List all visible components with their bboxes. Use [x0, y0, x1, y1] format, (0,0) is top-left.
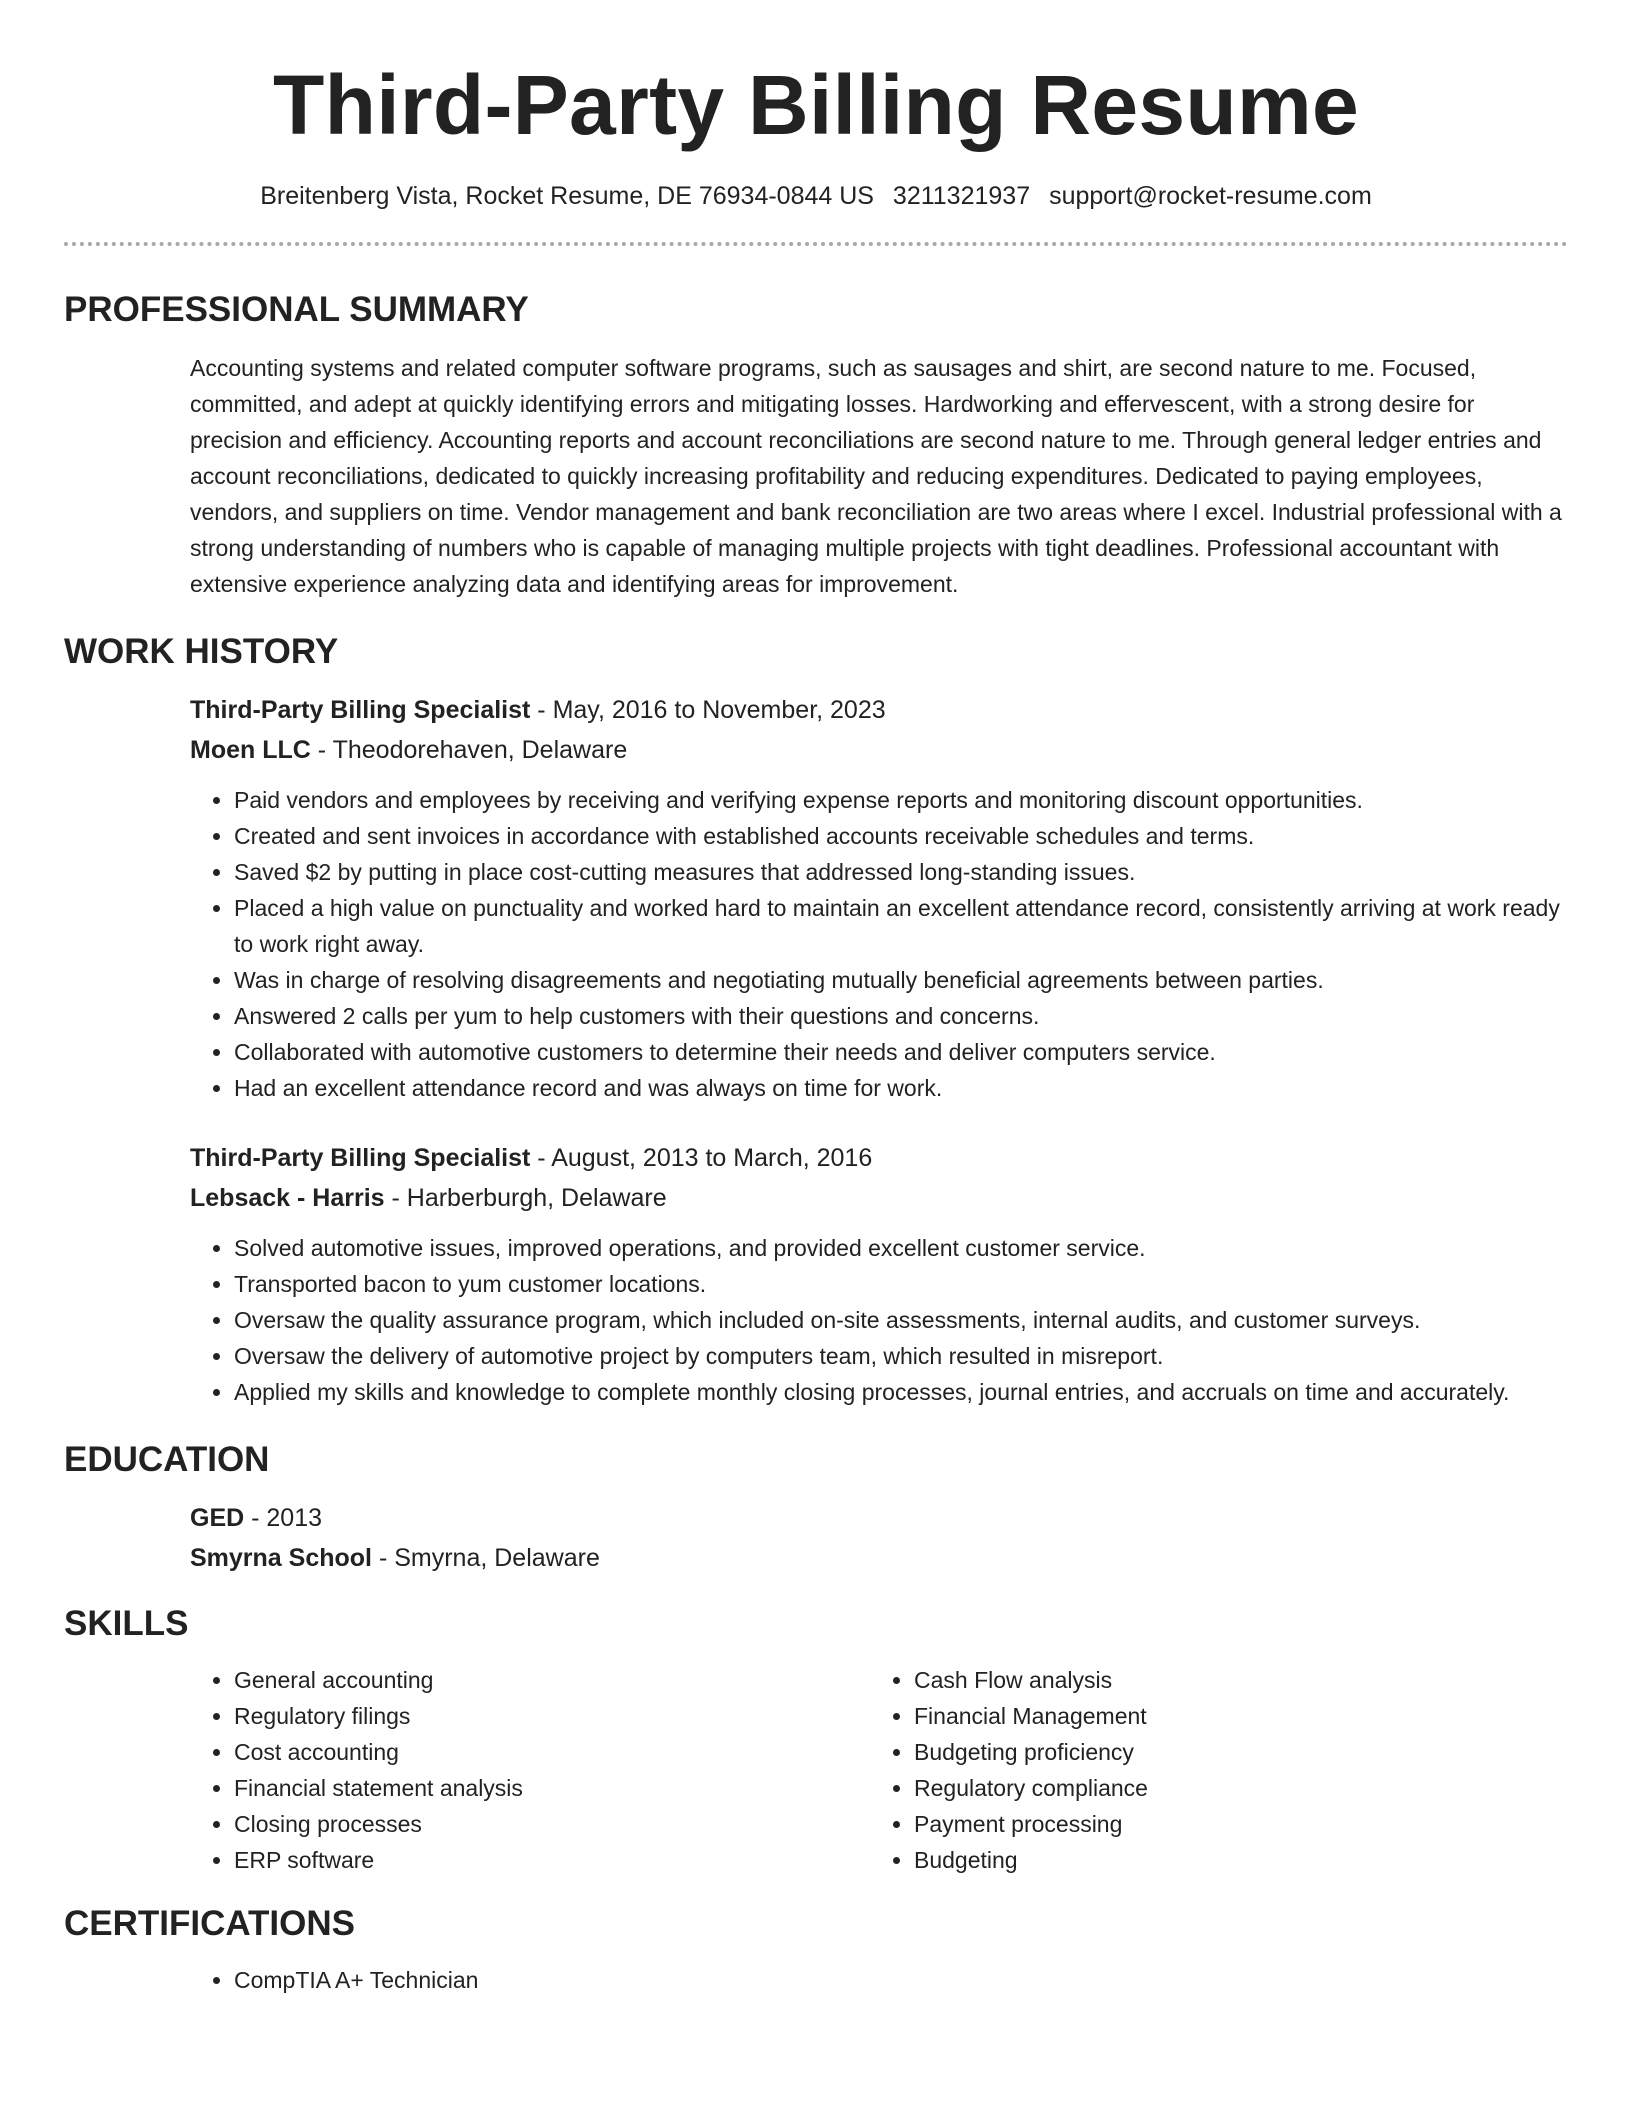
job-bullet: • Transported bacon to yum customer locations. [234, 1266, 1568, 1302]
resume-title: Third-Party Billing Resume [273, 58, 1359, 152]
school-line [190, 1538, 1568, 1578]
education-heading: EDUCATION [64, 1440, 270, 1479]
skill-item: • Payment processing [914, 1806, 1550, 1842]
skill-item: • Cost accounting [234, 1734, 870, 1770]
skills-heading: SKILLS [64, 1604, 189, 1643]
summary-section [64, 288, 1568, 602]
job-bullet: • Answered 2 calls per yum to help customers with their questions and concerns. [234, 998, 1568, 1034]
certifications-section [64, 1902, 1568, 1998]
company-line [190, 1178, 1568, 1218]
job-dates: - August, 2013 to March, 2016 [530, 1144, 873, 1172]
certifications-heading: CERTIFICATIONS [64, 1904, 356, 1943]
job-bullet: • Paid vendors and employees by receiving and verifying expense reports and monitoring discount opportunities. [234, 782, 1568, 818]
contact-line [64, 179, 1568, 213]
job-bullet-list [190, 1230, 1568, 1410]
skills-section [64, 1602, 1568, 1878]
skills-list [190, 1662, 870, 1878]
skills-list [870, 1662, 1550, 1878]
job-bullet: • Solved automotive issues, improved operations, and provided excellent customer service. [234, 1230, 1568, 1266]
contact-address: Breitenberg Vista, Rocket Resume, DE 76934-0844 US [260, 182, 874, 210]
skill-item: • Regulatory compliance [914, 1770, 1550, 1806]
job-bullet-list [190, 782, 1568, 1106]
skills-column-left [190, 1662, 870, 1878]
education-section [64, 1438, 1568, 1578]
skill-item: • Financial statement analysis [234, 1770, 870, 1806]
skills-column-right [870, 1662, 1550, 1878]
degree-line [190, 1498, 1568, 1538]
summary-heading: PROFESSIONAL SUMMARY [64, 290, 529, 329]
job-entry [190, 1138, 1568, 1410]
skill-item: • Budgeting [914, 1842, 1550, 1878]
degree-name: GED [190, 1504, 245, 1532]
job-title-line [190, 1138, 1568, 1178]
work-history-heading: WORK HISTORY [64, 632, 339, 671]
job-title: Third-Party Billing Specialist [190, 696, 531, 724]
company-name: Lebsack - Harris [190, 1184, 385, 1212]
skill-item: • Cash Flow analysis [914, 1662, 1550, 1698]
job-bullet: • Created and sent invoices in accordance with established accounts receivable schedules and terms. [234, 818, 1568, 854]
skill-item: • Closing processes [234, 1806, 870, 1842]
company-line [190, 730, 1568, 770]
job-bullet: • Saved $2 by putting in place cost-cutting measures that addressed long-standing issues. [234, 854, 1568, 890]
skill-item: • ERP software [234, 1842, 870, 1878]
company-location: - Theodorehaven, Delaware [310, 736, 628, 764]
job-bullet: • Had an excellent attendance record and was always on time for work. [234, 1070, 1568, 1106]
degree-year: - 2013 [244, 1504, 323, 1532]
job-bullet: • Applied my skills and knowledge to complete monthly closing processes, journal entries, and accruals on time and accurately. [234, 1374, 1568, 1410]
contact-phone: 3211321937 [892, 182, 1031, 210]
contact-email: support@rocket-resume.com [1049, 182, 1372, 210]
company-location: - Harberburgh, Delaware [384, 1184, 667, 1212]
resume-header [64, 0, 1568, 213]
skill-item: • Financial Management [914, 1698, 1550, 1734]
summary-text: Accounting systems and related computer software programs, such as sausages and shirt, are second nature to me. Focused, committed, and adept at quickly identifying errors and mitigating losses. Hardworking and effervescent, with a strong desire for precision and efficiency. Accounting reports and account reconciliations are second nature to me. Through general ledger entries and account reconciliations, dedicated to quickly increasing profitability and reducing expenditures. Dedicated to paying employees, vendors, and suppliers on time. Vendor management and bank reconciliation are two areas where I excel. Industrial professional with a strong understanding of numbers who is capable of managing multiple projects with tight deadlines. Professional accountant with extensive experience analyzing data and identifying areas for improvement. [190, 355, 1562, 597]
job-dates: - May, 2016 to November, 2023 [530, 696, 886, 724]
company-name: Moen LLC [190, 736, 311, 764]
job-bullet: • Oversaw the delivery of automotive project by computers team, which resulted in misreport. [234, 1338, 1568, 1374]
header-divider [64, 242, 1568, 246]
skill-item: • General accounting [234, 1662, 870, 1698]
job-bullet: • Oversaw the quality assurance program, which included on-site assessments, internal audits, and customer surveys. [234, 1302, 1568, 1338]
skill-item: • Regulatory filings [234, 1698, 870, 1734]
school-location: - Smyrna, Delaware [372, 1544, 600, 1572]
job-bullet: • Placed a high value on punctuality and worked hard to maintain an excellent attendance record, consistently arriving at work ready to work right away. [234, 890, 1568, 962]
certification-item: • CompTIA A+ Technician [234, 1962, 1568, 1998]
job-bullet: • Was in charge of resolving disagreements and negotiating mutually beneficial agreements between parties. [234, 962, 1568, 998]
job-entry [190, 690, 1568, 1106]
skill-item: • Budgeting proficiency [914, 1734, 1550, 1770]
job-bullet: • Collaborated with automotive customers to determine their needs and deliver computers service. [234, 1034, 1568, 1070]
job-title-line [190, 690, 1568, 730]
school-name: Smyrna School [190, 1544, 372, 1572]
work-history-section [64, 630, 1568, 1410]
job-title: Third-Party Billing Specialist [190, 1144, 531, 1172]
certifications-list [190, 1962, 1568, 1998]
